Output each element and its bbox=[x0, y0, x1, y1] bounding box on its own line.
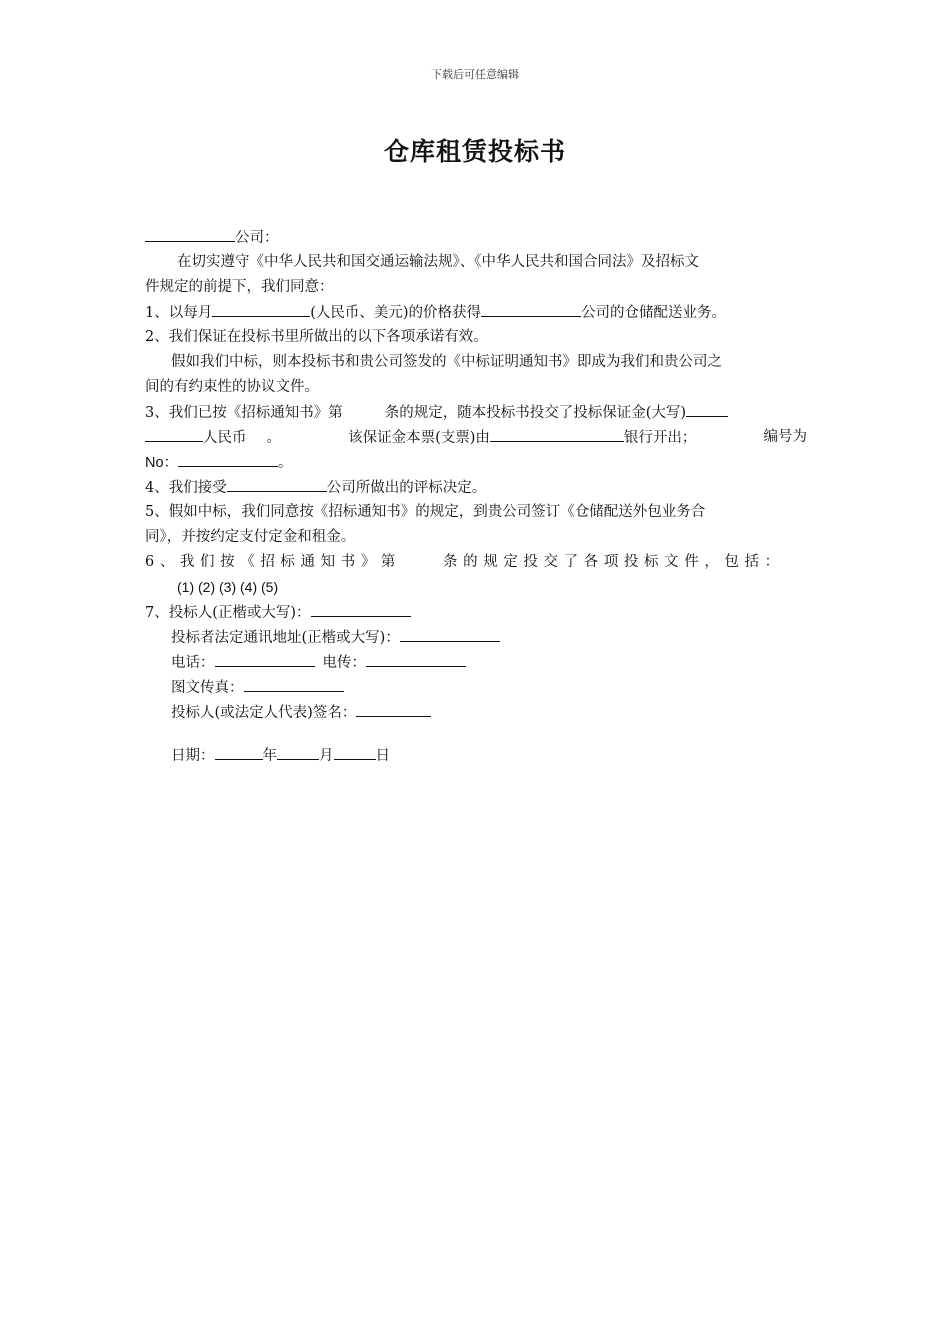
item-7-signature bbox=[145, 700, 807, 725]
image-fax-label: 图文传真： bbox=[171, 680, 244, 696]
item-3-text-a: 3、我们已按《招标通知书》第 bbox=[145, 405, 343, 421]
item-2: 2、我们保证在投标书里所做出的以下各项承诺有效。 bbox=[145, 329, 488, 345]
company-blank bbox=[481, 300, 581, 317]
item-6-list: (1) (2) (3) (4) (5) bbox=[177, 579, 279, 595]
intro-line-1: 在切实遵守《中华人民共和国交通运输法规》、《中华人民共和国合同法》及招标文 bbox=[177, 254, 699, 270]
month-label: 月 bbox=[319, 748, 334, 764]
item-4-suffix: 公司所做出的评标决定。 bbox=[326, 480, 487, 496]
item-3-rmb: 人民币 bbox=[203, 430, 247, 446]
item-1-prefix: 1、以每月 bbox=[145, 305, 213, 321]
item-3-end: 。 bbox=[278, 455, 293, 471]
item-3-line-2 bbox=[145, 425, 807, 450]
address-label: 投标者法定通讯地址(正楷或大写)： bbox=[171, 630, 400, 646]
item-3-number-label: 编号为 bbox=[763, 429, 807, 445]
item-5-line-1: 5、假如中标，我们同意按《招标通知书》的规定，到贵公司签订《仓储配送外包业务合 bbox=[145, 504, 706, 520]
award-paragraph-line-1: 假如我们中标，则本投标书和贵公司签发的《中标证明通知书》即成为我们和贵公司之 bbox=[171, 354, 722, 370]
item-3-line-1 bbox=[145, 400, 807, 425]
item-1 bbox=[145, 300, 807, 325]
salutation-line bbox=[145, 225, 807, 250]
image-fax-blank bbox=[244, 675, 344, 692]
address-blank bbox=[400, 625, 500, 642]
day-label: 日 bbox=[375, 748, 390, 764]
salutation-suffix: 公司： bbox=[235, 230, 279, 246]
item-5-line-2: 同》，并按约定支付定金和租金。 bbox=[145, 529, 356, 545]
fax-blank bbox=[366, 650, 466, 667]
monthly-price-blank bbox=[212, 300, 310, 317]
item-4-prefix: 4、我们接受 bbox=[145, 480, 227, 496]
date-label: 日期： bbox=[171, 748, 215, 764]
item-3-no-label: No： bbox=[145, 455, 179, 471]
bidder-blank bbox=[311, 600, 411, 617]
item-6-text-b: 条的规定投交了各项投标文件，包括： bbox=[443, 554, 785, 570]
year-blank bbox=[215, 743, 263, 760]
phone-label: 电话： bbox=[171, 655, 215, 671]
item-7-bidder bbox=[145, 600, 807, 625]
item-3-line-2-part-b bbox=[348, 425, 696, 450]
fax-label: 电传： bbox=[322, 655, 366, 671]
item-3-line-2-part-a bbox=[145, 425, 281, 450]
bank-name-blank bbox=[490, 425, 624, 442]
number-blank bbox=[178, 450, 278, 467]
day-blank bbox=[334, 743, 376, 760]
item-3-bank-text: 银行开出； bbox=[623, 430, 697, 446]
item-6-line bbox=[145, 550, 807, 575]
deposit-amount-blank-2 bbox=[145, 425, 203, 442]
evaluating-company-blank bbox=[227, 475, 327, 492]
item-7-address bbox=[145, 625, 807, 650]
intro-line-2: 件规定的前提下，我们同意： bbox=[145, 279, 334, 295]
spacer bbox=[145, 725, 807, 743]
item-3-text-b: 条的规定，随本投标书投交了投标保证金(大写) bbox=[384, 405, 687, 421]
signature-label: 投标人(或法定人代表)签名： bbox=[171, 705, 357, 721]
date-line bbox=[145, 743, 807, 768]
item-4 bbox=[145, 475, 807, 500]
item-1-middle: (人民币、美元)的价格获得 bbox=[310, 305, 482, 321]
item-7-image-fax bbox=[145, 675, 807, 700]
item-3-line-3 bbox=[145, 450, 807, 475]
deposit-amount-blank-1 bbox=[686, 400, 728, 417]
document-body bbox=[145, 225, 807, 768]
bidder-label: 7、投标人(正楷或大写)： bbox=[145, 605, 311, 621]
month-blank bbox=[277, 743, 319, 760]
award-paragraph-line-2: 间的有约束性的协议文件。 bbox=[145, 379, 319, 395]
item-3-period: 。 bbox=[266, 430, 281, 446]
phone-blank bbox=[215, 650, 315, 667]
year-label: 年 bbox=[262, 748, 277, 764]
header-note: 下载后可任意编辑 bbox=[431, 68, 519, 81]
company-name-blank bbox=[145, 225, 235, 242]
item-7-phone-fax bbox=[145, 650, 807, 675]
item-3-cheque-text: 该保证金本票(支票)由 bbox=[348, 430, 490, 446]
document-title: 仓库租赁投标书 bbox=[383, 137, 566, 166]
signature-blank bbox=[356, 700, 431, 717]
item-6-text-a: 6、我们按《招标通知书》第 bbox=[145, 554, 402, 570]
item-1-suffix: 公司的仓储配送业务。 bbox=[581, 305, 727, 321]
